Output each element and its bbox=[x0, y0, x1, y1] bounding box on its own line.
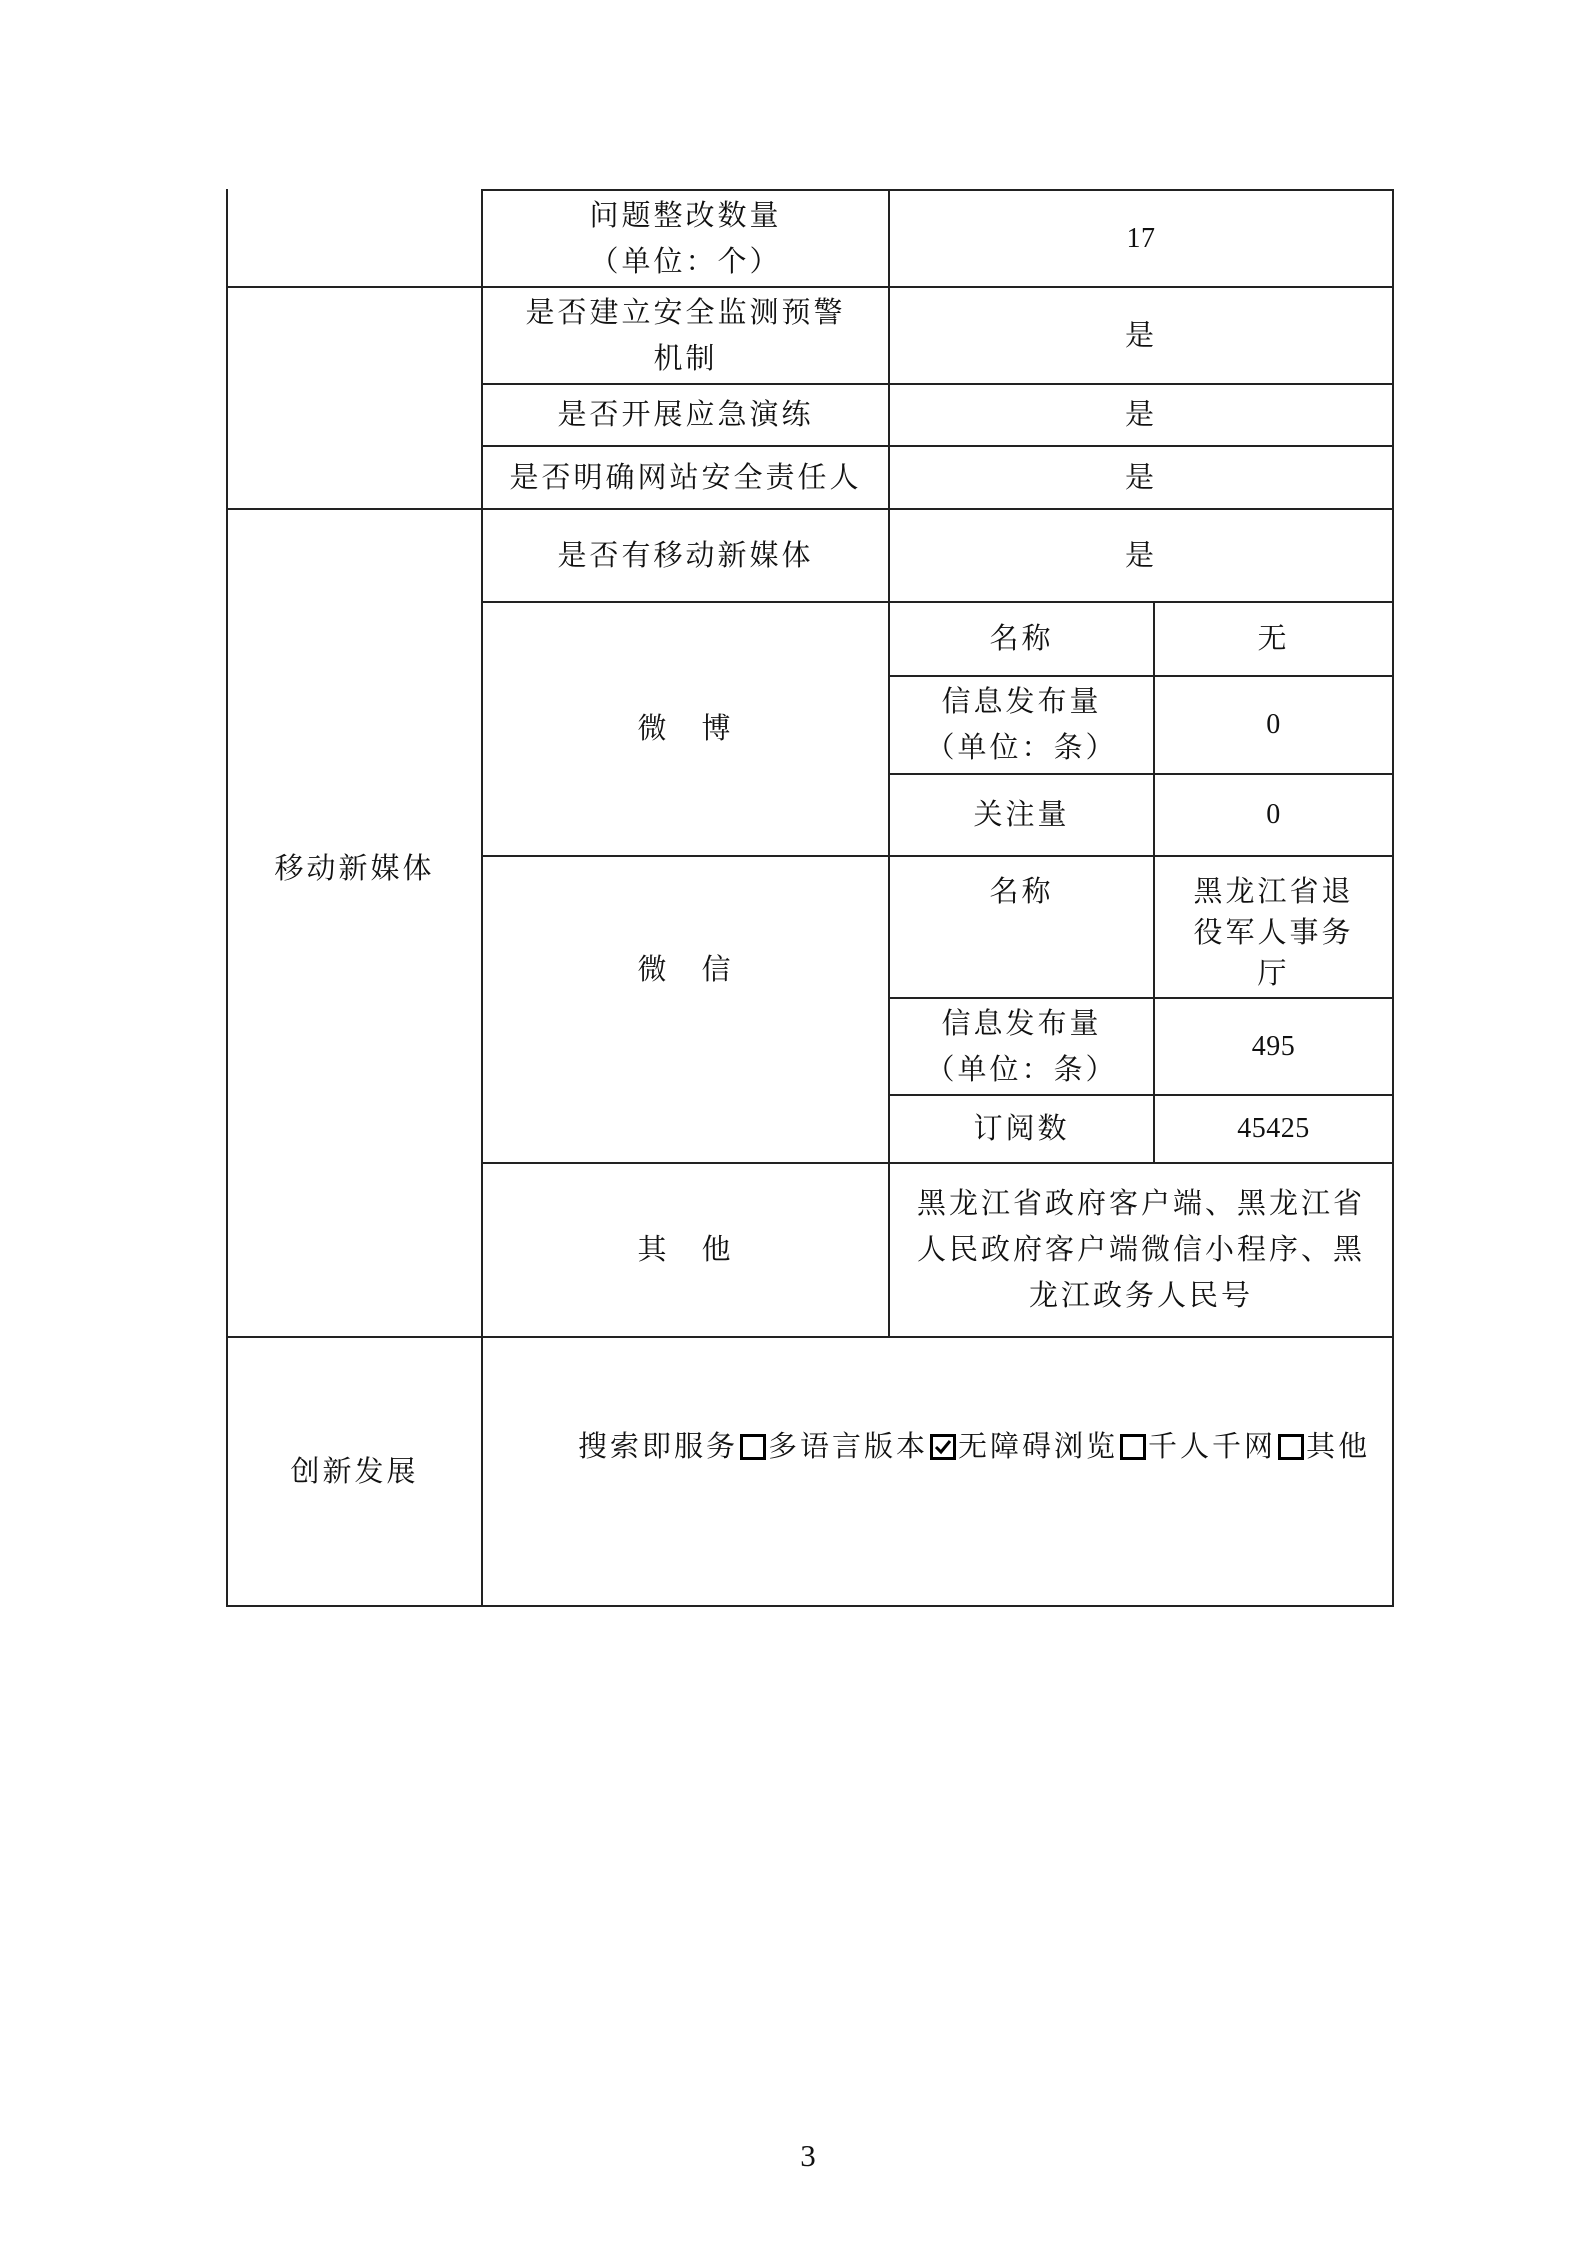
other-media-label-cell bbox=[481, 1162, 890, 1338]
option-label-accessibility: 无障碍浏览 bbox=[958, 1431, 1119, 1463]
option-label-other: 其他 bbox=[1306, 1431, 1371, 1463]
innovation-category-cell bbox=[226, 1336, 483, 1607]
security-owner-value-cell bbox=[888, 445, 1394, 510]
innovation-options bbox=[578, 1424, 1370, 1470]
innovation-options-cell bbox=[481, 1336, 1394, 1607]
weixin-posts-label: 信息发布量 （单位：条） bbox=[925, 1007, 1118, 1086]
checkbox-icon bbox=[1278, 1434, 1304, 1460]
page-number: 3 bbox=[800, 2138, 816, 2173]
checkmark-icon bbox=[933, 1437, 953, 1457]
weixin-posts-label-cell bbox=[888, 997, 1155, 1096]
weibo-followers-value: 0 bbox=[1266, 799, 1281, 830]
weixin-label: 微 信 bbox=[637, 953, 734, 986]
checkbox-icon bbox=[930, 1434, 956, 1460]
weibo-posts-value-cell bbox=[1153, 675, 1394, 775]
has-new-media-value-cell bbox=[888, 508, 1394, 603]
weixin-posts-value-cell bbox=[1153, 997, 1394, 1096]
security-owner-label: 是否明确网站安全责任人 bbox=[509, 461, 862, 494]
security-monitoring-value: 是 bbox=[1124, 319, 1157, 352]
has-new-media-label-cell bbox=[481, 508, 890, 603]
security-category-cell bbox=[226, 286, 483, 510]
new-media-category-cell bbox=[226, 508, 483, 1338]
weixin-subscribers-label: 订阅数 bbox=[973, 1113, 1070, 1145]
weixin-name-label-cell bbox=[888, 855, 1155, 999]
security-monitoring-label-cell bbox=[481, 286, 890, 385]
other-media-value-cell bbox=[888, 1162, 1394, 1338]
weixin-subscribers-value-cell bbox=[1153, 1094, 1394, 1164]
problem-fix-count-value-cell bbox=[888, 189, 1394, 288]
weixin-subscribers-value: 45425 bbox=[1237, 1113, 1310, 1144]
option-label-personalized: 千人千网 bbox=[1148, 1431, 1277, 1463]
weixin-name-value: 黑龙江省退役军人事务厅 bbox=[1193, 876, 1354, 990]
problem-fix-count-label: 问题整改数量 （单位：个） bbox=[589, 199, 782, 278]
security-owner-label-cell bbox=[481, 445, 890, 510]
security-owner-value: 是 bbox=[1124, 461, 1157, 494]
emergency-drill-value: 是 bbox=[1124, 399, 1157, 431]
security-monitoring-label: 是否建立安全监测预警 机制 bbox=[525, 296, 846, 375]
has-new-media-label: 是否有移动新媒体 bbox=[557, 539, 814, 572]
weibo-followers-value-cell bbox=[1153, 773, 1394, 857]
has-new-media-value: 是 bbox=[1124, 539, 1157, 572]
security-monitoring-value-cell bbox=[888, 286, 1394, 385]
weibo-label-cell bbox=[481, 601, 890, 857]
other-media-label: 其 他 bbox=[637, 1234, 734, 1266]
weixin-name-value-cell bbox=[1153, 855, 1394, 999]
innovation-category-label: 创新发展 bbox=[290, 1455, 419, 1488]
option-label-search-as-service: 搜索即服务 bbox=[578, 1431, 739, 1463]
weibo-label: 微 博 bbox=[637, 713, 734, 745]
new-media-category-label: 移动新媒体 bbox=[274, 853, 435, 885]
weibo-name-value: 无 bbox=[1257, 623, 1290, 655]
weibo-followers-label-cell bbox=[888, 773, 1155, 857]
other-media-value: 黑龙江省政府客户端、黑龙江省人民政府客户端微信小程序、黑龙江政务人民号 bbox=[916, 1188, 1365, 1312]
weibo-followers-label: 关注量 bbox=[973, 799, 1070, 831]
emergency-drill-label: 是否开展应急演练 bbox=[557, 399, 814, 431]
weibo-name-label-cell bbox=[888, 601, 1155, 677]
continued-category-cell bbox=[226, 189, 483, 288]
emergency-drill-label-cell bbox=[481, 383, 890, 447]
weibo-name-label: 名称 bbox=[989, 623, 1054, 655]
emergency-drill-value-cell bbox=[888, 383, 1394, 447]
problem-fix-count-label-cell bbox=[481, 189, 890, 288]
weixin-posts-value: 495 bbox=[1251, 1030, 1296, 1062]
weixin-subscribers-label-cell bbox=[888, 1094, 1155, 1164]
problem-fix-count-value: 17 bbox=[1126, 222, 1156, 254]
checkbox-icon bbox=[1120, 1434, 1146, 1460]
weibo-name-value-cell bbox=[1153, 601, 1394, 677]
checkbox-icon bbox=[740, 1434, 766, 1460]
weibo-posts-label-cell bbox=[888, 675, 1155, 775]
weibo-posts-value: 0 bbox=[1266, 709, 1281, 740]
weixin-label-cell bbox=[481, 855, 890, 1164]
weixin-name-label: 名称 bbox=[989, 876, 1054, 908]
weibo-posts-label: 信息发布量 （单位：条） bbox=[925, 686, 1118, 764]
option-label-multilingual: 多语言版本 bbox=[768, 1431, 929, 1463]
